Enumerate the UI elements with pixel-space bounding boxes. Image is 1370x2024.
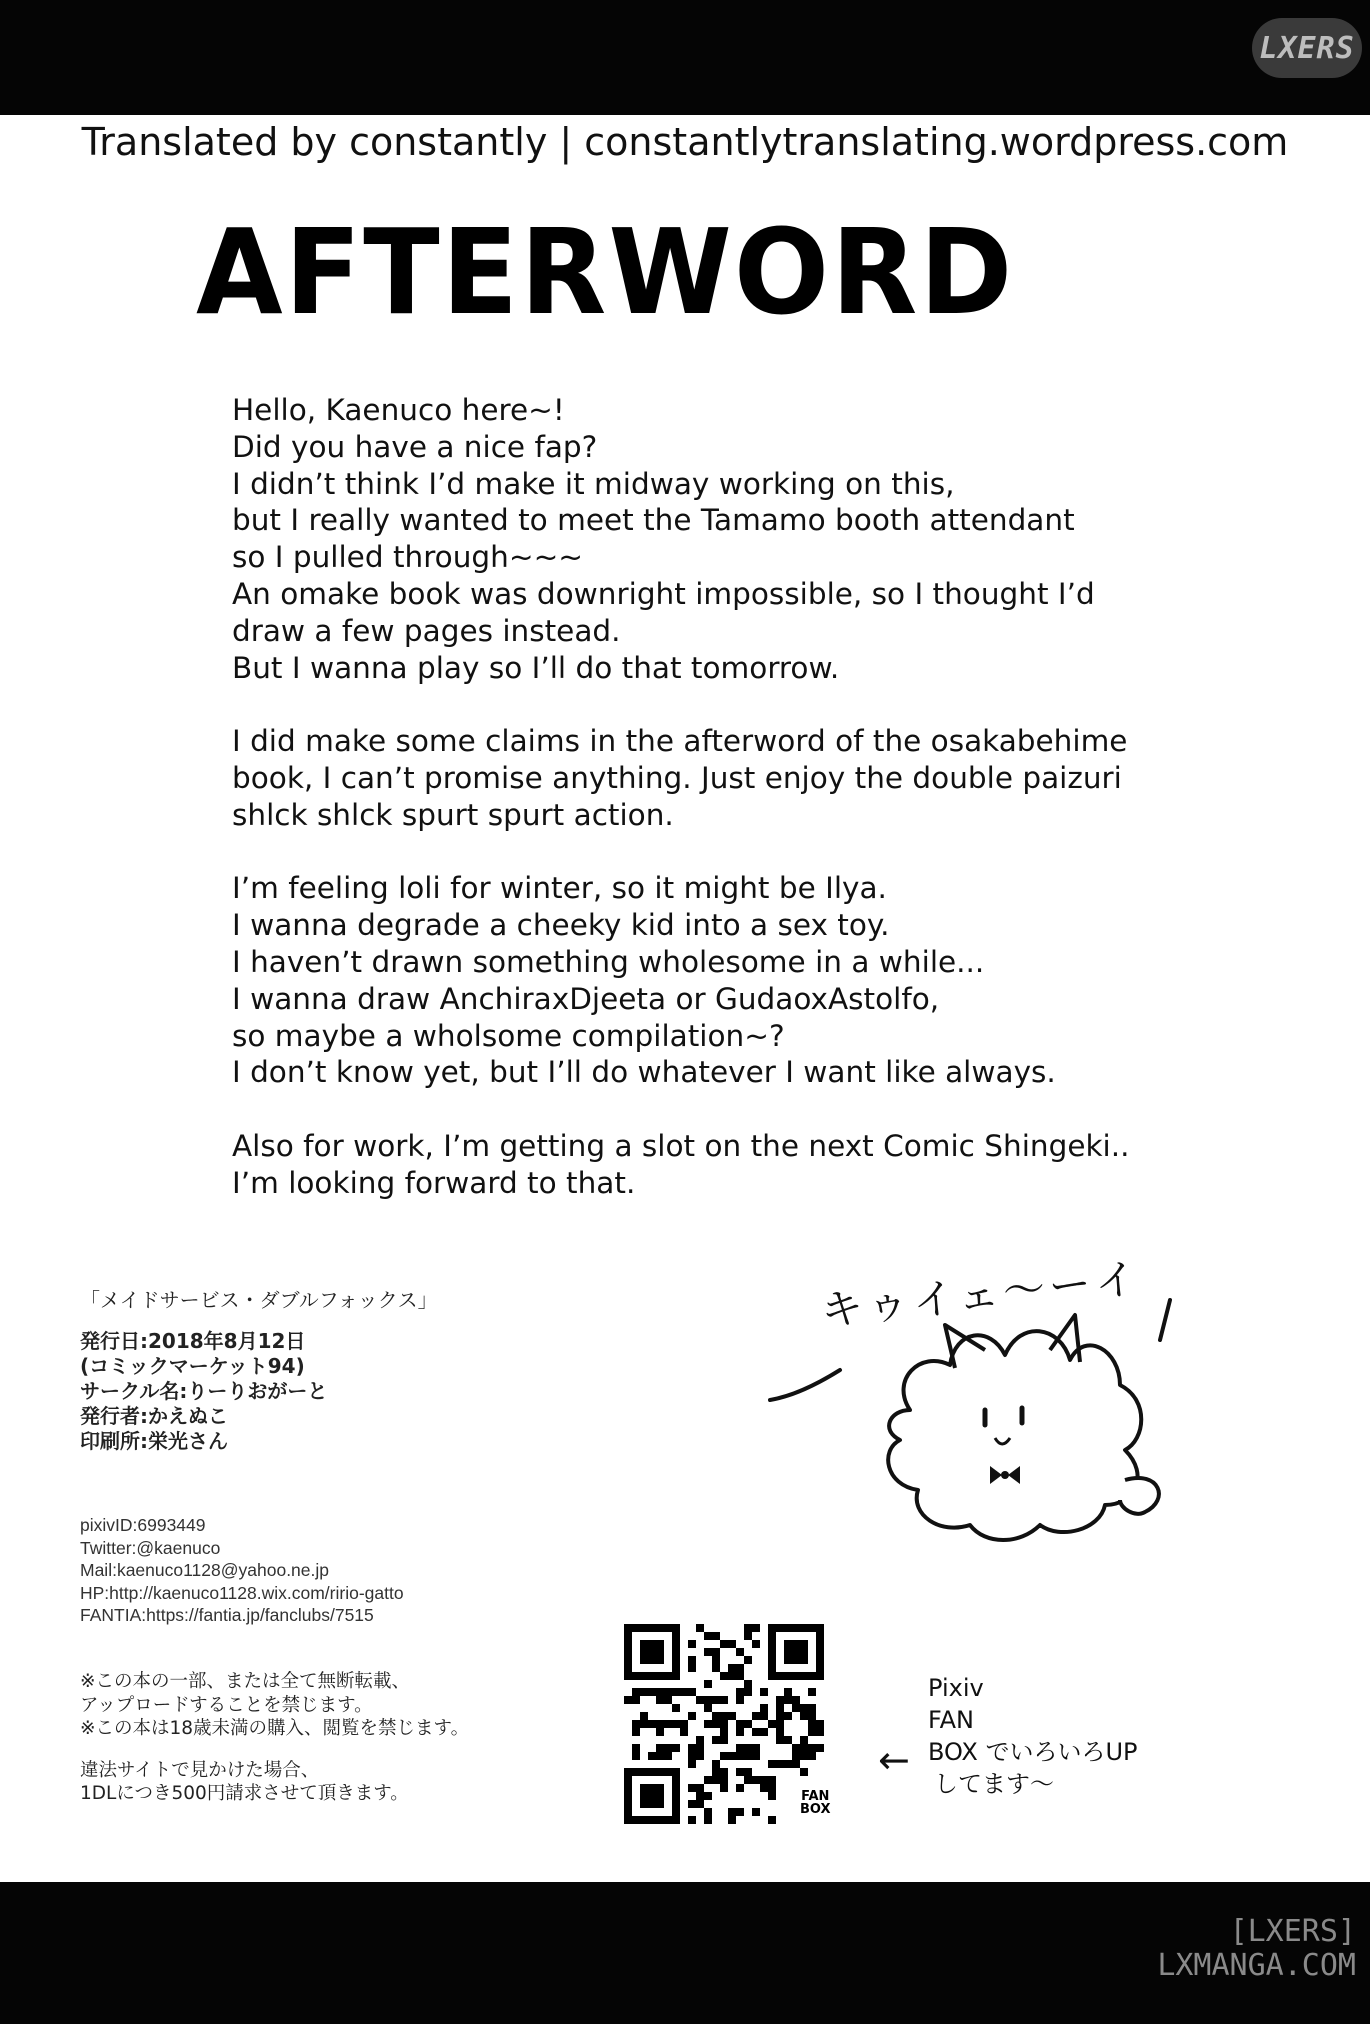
doodle-shout-text: キゥイェ〜ーイ xyxy=(818,1253,1143,1336)
notice-line: ※この本は18歳未満の購入、閲覧を禁じます。 xyxy=(80,1718,470,1739)
fanbox-qr-code xyxy=(624,1624,824,1824)
homepage-url: HP:http://kaenuco1128.wix.com/ririo-gatto xyxy=(80,1582,404,1603)
afterword-line: draw a few pages instead. xyxy=(232,613,621,648)
circle-name: サークル名:りーりおがーと xyxy=(80,1379,328,1403)
watermark-line: LXMANGA.COM xyxy=(1157,1948,1356,1983)
paragraph-gap xyxy=(232,686,1132,723)
mail-address: Mail:kaenuco1128@yahoo.ne.jp xyxy=(80,1560,329,1580)
publisher-name: 発行者:かえぬこ xyxy=(80,1404,228,1428)
fanbox-label xyxy=(800,1790,831,1816)
afterword-line: I wanna draw AnchiraxDjeeta or GudaoxAstolfo, xyxy=(232,981,940,1016)
afterword-line: But I wanna play so I’ll do that tomorrow. xyxy=(232,650,840,685)
afterword-line: shlck shlck spurt spurt action. xyxy=(232,797,674,832)
copyright-notices xyxy=(80,1670,469,1806)
left-arrow-icon: ← xyxy=(878,1738,910,1782)
afterword-line: I’m looking forward to that. xyxy=(232,1165,636,1200)
afterword-line: Also for work, I’m getting a slot on the next Comic Shingeki.. xyxy=(232,1128,1130,1163)
fanbox-label-line: BOX xyxy=(800,1802,831,1817)
fanbox-label-line: FAN xyxy=(801,1789,830,1804)
note-line: FAN xyxy=(928,1706,974,1734)
note-line: Pixiv xyxy=(928,1674,984,1702)
paragraph-gap xyxy=(232,1091,1132,1128)
notice-line: アップロードすることを禁じます。 xyxy=(80,1694,373,1716)
issue-date: 発行日:2018年8月12日 xyxy=(80,1329,306,1353)
afterword-line: I did make some claims in the afterword of the osakabehime xyxy=(232,724,1128,759)
afterword-line: I’m feeling loli for winter, so it might be Ilya. xyxy=(232,871,887,906)
afterword-line: so maybe a wholsome compilation~? xyxy=(232,1018,785,1053)
afterword-line: An omake book was downright impossible, so I thought I’d xyxy=(232,576,1095,611)
afterword-line: I wanna degrade a cheeky kid into a sex toy. xyxy=(232,908,890,943)
afterword-line: so I pulled through~~~ xyxy=(232,540,584,575)
book-title: 「メイドサービス・ダブルフォックス」 xyxy=(80,1288,438,1312)
afterword-line: book, I can’t promise anything. Just enjoy the double paizuri xyxy=(232,760,1122,795)
fantia-url: FANTIA:https://fantia.jp/fanclubs/7515 xyxy=(80,1605,374,1625)
paragraph-gap xyxy=(232,834,1132,871)
watermark-logo: LXERS xyxy=(1252,18,1362,78)
afterword-line: Did you have a nice fap? xyxy=(232,429,598,464)
notice-line: ※この本の一部、または全て無断転載、 xyxy=(80,1671,411,1692)
pixiv-id: pixivID:6993449 xyxy=(80,1515,206,1535)
translator-credit: Translated by constantly | constantlytranslating.wordpress.com xyxy=(81,120,1289,164)
twitter-handle: Twitter:@kaenuco xyxy=(80,1537,221,1558)
fanbox-handwritten-note xyxy=(928,1672,1138,1800)
afterword-line: I don’t know yet, but I’ll do whatever I want like always. xyxy=(232,1055,1056,1090)
note-line: してます〜 xyxy=(934,1770,1054,1798)
afterword-line: but I really wanted to meet the Tamamo booth attendant xyxy=(232,503,1075,538)
notice-line: 違法サイトで見かけた場合、 xyxy=(80,1759,320,1781)
afterword-body xyxy=(232,392,1132,1202)
top-black-bar xyxy=(0,0,1370,115)
colophon xyxy=(80,1288,438,1454)
event-name: (コミックマーケット94) xyxy=(80,1354,305,1378)
afterword-line: Hello, Kaenuco here~! xyxy=(232,393,565,427)
afterword-line: I haven’t drawn something wholesome in a while... xyxy=(232,944,985,979)
note-line: BOX でいろいろUP xyxy=(928,1738,1138,1766)
watermark-line: [LXERS] xyxy=(1229,1914,1356,1949)
contact-info xyxy=(80,1514,404,1627)
watermark-site xyxy=(1157,1915,1356,1983)
afterword-line: I didn’t think I’d make it midway working on this, xyxy=(232,466,955,501)
notice-line: 1DLにつき500円請求させて頂きます。 xyxy=(80,1783,409,1804)
printer-name: 印刷所:栄光さん xyxy=(80,1429,228,1453)
page-title: AFTERWORD xyxy=(196,204,1015,342)
